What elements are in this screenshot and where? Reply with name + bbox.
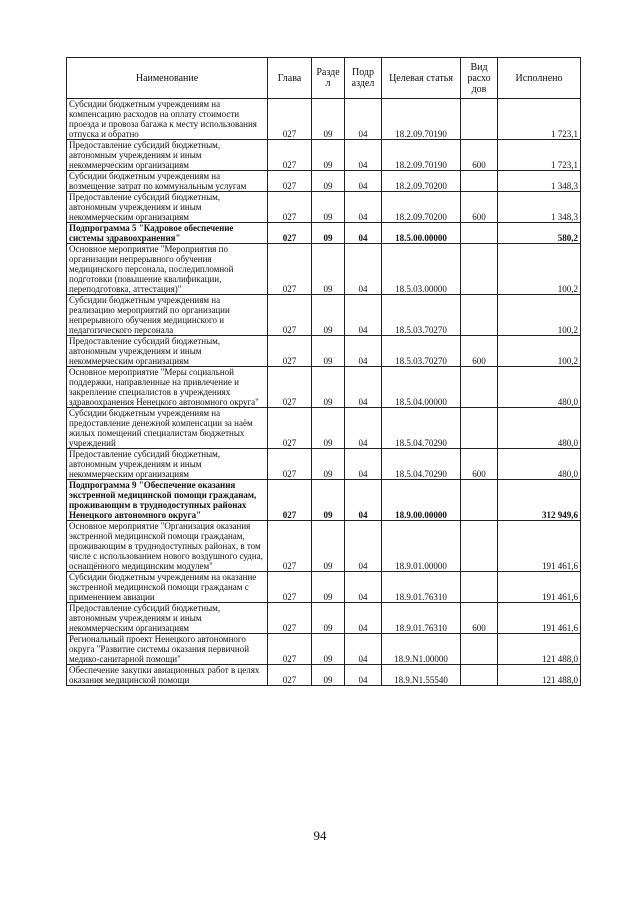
table-row xyxy=(67,521,581,572)
cell-subsection: 04 xyxy=(345,634,382,665)
cell-chapter: 027 xyxy=(268,192,312,223)
header-chapter: Глава xyxy=(268,58,312,99)
cell-section: 09 xyxy=(312,192,345,223)
cell-type: 600 xyxy=(461,449,498,480)
cell-section: 09 xyxy=(312,634,345,665)
cell-chapter: 027 xyxy=(268,244,312,295)
cell-executed: 191 461,6 xyxy=(498,521,581,572)
cell-type xyxy=(461,521,498,572)
cell-subsection: 04 xyxy=(345,572,382,603)
cell-target: 18.2.09.70190 xyxy=(382,99,461,140)
cell-section: 09 xyxy=(312,665,345,686)
cell-target: 18.2.09.70200 xyxy=(382,192,461,223)
table-header-row xyxy=(67,58,581,99)
table-row xyxy=(67,171,581,192)
cell-section: 09 xyxy=(312,572,345,603)
cell-target: 18.9.01.76310 xyxy=(382,603,461,634)
cell-executed: 1 348,3 xyxy=(498,171,581,192)
cell-name: Субсидии бюджетным учреждениям на компенсацию расходов на оплату стоимости проезда и провоза багажа к месту использования отпуска и обратно xyxy=(67,99,268,140)
cell-subsection: 04 xyxy=(345,171,382,192)
table-row xyxy=(67,367,581,408)
cell-target: 18.9.01.76310 xyxy=(382,572,461,603)
table-row xyxy=(67,295,581,336)
cell-subsection: 04 xyxy=(345,480,382,521)
cell-section: 09 xyxy=(312,521,345,572)
cell-chapter: 027 xyxy=(268,572,312,603)
cell-subsection: 04 xyxy=(345,223,382,244)
cell-type xyxy=(461,480,498,521)
cell-name: Субсидии бюджетным учреждениям на реализацию мероприятий по организации непрерывного обучения медицинского и педагогического персонала xyxy=(67,295,268,336)
table-row xyxy=(67,634,581,665)
cell-chapter: 027 xyxy=(268,171,312,192)
cell-section: 09 xyxy=(312,171,345,192)
cell-subsection: 04 xyxy=(345,603,382,634)
cell-executed: 121 488,0 xyxy=(498,634,581,665)
table-row xyxy=(67,449,581,480)
cell-section: 09 xyxy=(312,449,345,480)
cell-target: 18.5.00.00000 xyxy=(382,223,461,244)
cell-section: 09 xyxy=(312,295,345,336)
cell-subsection: 04 xyxy=(345,521,382,572)
cell-chapter: 027 xyxy=(268,336,312,367)
cell-type xyxy=(461,244,498,295)
cell-name: Предоставление субсидий бюджетным, автономным учреждениям и иным некоммерческим организациям xyxy=(67,336,268,367)
header-type: Вид расхо дов xyxy=(461,58,498,99)
cell-target: 18.9.N1.55540 xyxy=(382,665,461,686)
cell-chapter: 027 xyxy=(268,295,312,336)
cell-section: 09 xyxy=(312,336,345,367)
header-target: Целевая статья xyxy=(382,58,461,99)
cell-type xyxy=(461,295,498,336)
cell-section: 09 xyxy=(312,99,345,140)
cell-type xyxy=(461,99,498,140)
cell-target: 18.5.04.70290 xyxy=(382,408,461,449)
cell-section: 09 xyxy=(312,603,345,634)
cell-type: 600 xyxy=(461,603,498,634)
cell-executed: 100,2 xyxy=(498,244,581,295)
cell-target: 18.9.01.00000 xyxy=(382,521,461,572)
cell-type xyxy=(461,408,498,449)
cell-target: 18.9.00.00000 xyxy=(382,480,461,521)
cell-subsection: 04 xyxy=(345,367,382,408)
table-row xyxy=(67,223,581,244)
cell-name: Предоставление субсидий бюджетным, автономным учреждениям и иным некоммерческим организациям xyxy=(67,192,268,223)
cell-name: Подпрограмма 5 "Кадровое обеспечение системы здравоохранения" xyxy=(67,223,268,244)
cell-executed: 580,2 xyxy=(498,223,581,244)
cell-chapter: 027 xyxy=(268,408,312,449)
cell-type: 600 xyxy=(461,192,498,223)
cell-subsection: 04 xyxy=(345,665,382,686)
header-subsection: Подр аздел xyxy=(345,58,382,99)
cell-target: 18.2.09.70200 xyxy=(382,171,461,192)
cell-chapter: 027 xyxy=(268,603,312,634)
table-row xyxy=(67,336,581,367)
header-name: Наименование xyxy=(67,58,268,99)
cell-subsection: 04 xyxy=(345,336,382,367)
cell-type xyxy=(461,171,498,192)
table-row xyxy=(67,244,581,295)
cell-chapter: 027 xyxy=(268,449,312,480)
cell-name: Предоставление субсидий бюджетным, автономным учреждениям и иным некоммерческим организациям xyxy=(67,449,268,480)
cell-executed: 100,2 xyxy=(498,295,581,336)
table-row xyxy=(67,665,581,686)
cell-chapter: 027 xyxy=(268,367,312,408)
cell-target: 18.5.03.00000 xyxy=(382,244,461,295)
cell-target: 18.9.N1.00000 xyxy=(382,634,461,665)
cell-executed: 480,0 xyxy=(498,408,581,449)
cell-executed: 1 348,3 xyxy=(498,192,581,223)
cell-target: 18.2.09.70190 xyxy=(382,140,461,171)
cell-section: 09 xyxy=(312,408,345,449)
cell-section: 09 xyxy=(312,367,345,408)
table-row xyxy=(67,603,581,634)
cell-executed: 480,0 xyxy=(498,367,581,408)
cell-target: 18.5.03.70270 xyxy=(382,336,461,367)
cell-name: Субсидии бюджетным учреждениям на оказание экстренной медицинской помощи гражданам с применением авиации xyxy=(67,572,268,603)
cell-executed: 1 723,1 xyxy=(498,140,581,171)
cell-type xyxy=(461,572,498,603)
cell-chapter: 027 xyxy=(268,99,312,140)
cell-subsection: 04 xyxy=(345,408,382,449)
cell-section: 09 xyxy=(312,244,345,295)
cell-chapter: 027 xyxy=(268,521,312,572)
cell-name: Подпрограмма 9 "Обеспечение оказания экстренной медицинской помощи гражданам, проживающим в труднодоступных районах Ненецкого автономного округа" xyxy=(67,480,268,521)
cell-chapter: 027 xyxy=(268,223,312,244)
cell-name: Субсидии бюджетным учреждениям на возмещение затрат по коммунальным услугам xyxy=(67,171,268,192)
cell-name: Основное мероприятие "Меры социальной поддержки, направленные на привлечение и закрепление специалистов в учреждениях здравоохранения Ненецкого автономного округа" xyxy=(67,367,268,408)
cell-name: Основное мероприятие "Мероприятия по организации непрерывного обучения медицинского персонала, последипломной подготовки (повышение квалификации, переподготовка, аттестация)" xyxy=(67,244,268,295)
cell-executed: 100,2 xyxy=(498,336,581,367)
cell-subsection: 04 xyxy=(345,244,382,295)
table-row xyxy=(67,140,581,171)
table-row xyxy=(67,572,581,603)
cell-target: 18.5.04.00000 xyxy=(382,367,461,408)
budget-table xyxy=(66,57,581,686)
cell-executed: 312 949,6 xyxy=(498,480,581,521)
cell-section: 09 xyxy=(312,140,345,171)
table-row xyxy=(67,480,581,521)
cell-executed: 191 461,6 xyxy=(498,572,581,603)
table-row xyxy=(67,99,581,140)
cell-chapter: 027 xyxy=(268,140,312,171)
cell-chapter: 027 xyxy=(268,634,312,665)
header-executed: Исполнено xyxy=(498,58,581,99)
cell-type xyxy=(461,367,498,408)
cell-type: 600 xyxy=(461,140,498,171)
cell-subsection: 04 xyxy=(345,192,382,223)
cell-type: 600 xyxy=(461,336,498,367)
cell-subsection: 04 xyxy=(345,99,382,140)
table-row xyxy=(67,192,581,223)
cell-target: 18.5.03.70270 xyxy=(382,295,461,336)
page-number: 94 xyxy=(313,828,327,843)
cell-name: Предоставление субсидий бюджетным, автономным учреждениям и иным некоммерческим организациям xyxy=(67,140,268,171)
cell-name: Региональный проект Ненецкого автономного округа "Развитие системы оказания первичной медико-санитарной помощи" xyxy=(67,634,268,665)
cell-type xyxy=(461,223,498,244)
cell-target: 18.5.04.70290 xyxy=(382,449,461,480)
cell-type xyxy=(461,634,498,665)
cell-name: Обеспечение закупки авиационных работ в целях оказания медицинской помощи xyxy=(67,665,268,686)
cell-executed: 191 461,6 xyxy=(498,603,581,634)
cell-name: Основное мероприятие "Организация оказания экстренной медицинской помощи гражданам, проживающим в труднодоступных районах, в том числе с использованием нового воздушного судна, оснащённого медицинским модулем" xyxy=(67,521,268,572)
cell-chapter: 027 xyxy=(268,480,312,521)
cell-subsection: 04 xyxy=(345,449,382,480)
cell-name: Субсидии бюджетным учреждениям на предоставление денежной компенсации за наём жилых помещений специалистам бюджетных учреждений xyxy=(67,408,268,449)
cell-type xyxy=(461,665,498,686)
cell-section: 09 xyxy=(312,480,345,521)
cell-executed: 480,0 xyxy=(498,449,581,480)
header-section: Разде л xyxy=(312,58,345,99)
table-row xyxy=(67,408,581,449)
cell-executed: 1 723,1 xyxy=(498,99,581,140)
cell-section: 09 xyxy=(312,223,345,244)
cell-executed: 121 488,0 xyxy=(498,665,581,686)
cell-subsection: 04 xyxy=(345,295,382,336)
cell-subsection: 04 xyxy=(345,140,382,171)
cell-chapter: 027 xyxy=(268,665,312,686)
cell-name: Предоставление субсидий бюджетным, автономным учреждениям и иным некоммерческим организациям xyxy=(67,603,268,634)
